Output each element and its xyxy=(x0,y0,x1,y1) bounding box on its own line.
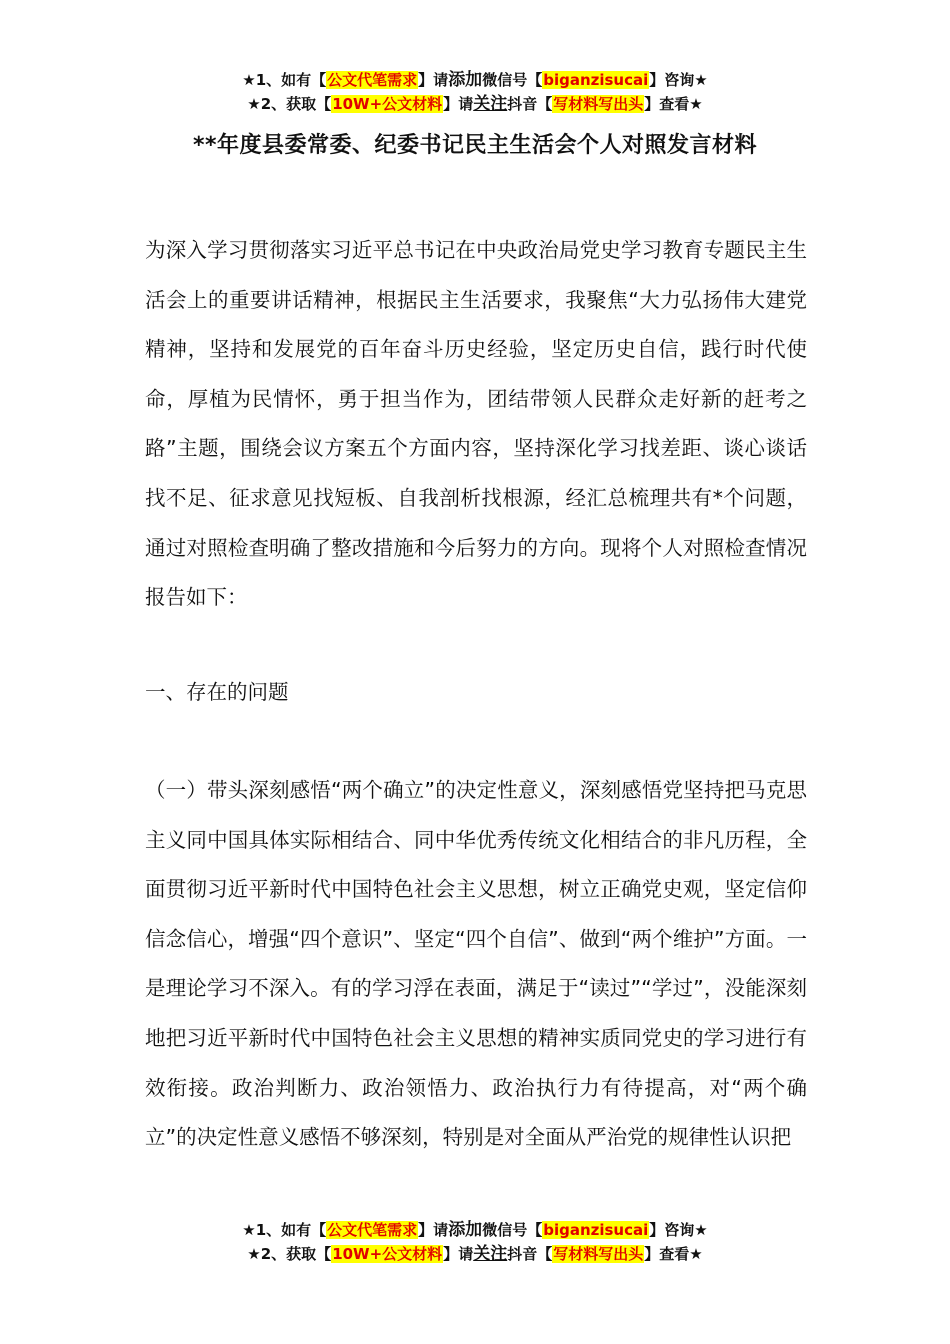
section-heading: 一、存在的问题 xyxy=(145,680,289,704)
highlight-materials: 10W+公文材料 xyxy=(332,95,443,113)
highlight-douyin: 写材料写出头 xyxy=(553,1245,644,1263)
highlight-ghostwriting: 公文代笔需求 xyxy=(327,1221,418,1239)
highlight-wechat-id: biganzisucai xyxy=(543,1221,649,1239)
intro-paragraph: 为深入学习贯彻落实习近平总书记在中央政治局党史学习教育专题民主生活会上的重要讲话精神，根据民主生活要求，我聚焦“大力弘扬伟大建党精神，坚持和发展党的百年奋斗历史经验，坚定历史自信，践行时代使命，厚植为民情怀，勇于担当作为，团结带领人民群众走好新的赶考之路”主题，围绕会议方案五个方面内容，坚持深化学习找差距、谈心谈话找不足、征求意见找短板、自我剖析找根源，经汇总梳理共有*个问题，通过对照检查明确了整改措施和今后努力的方向。现将个人对照检查情况报告如下： xyxy=(145,238,807,610)
highlight-ghostwriting: 公文代笔需求 xyxy=(327,71,418,89)
document-title: **年度县委常委、纪委书记民主生活会个人对照发言材料 xyxy=(192,133,757,158)
highlight-douyin: 写材料写出头 xyxy=(553,95,644,113)
promo-banner-top xyxy=(0,68,950,116)
promo-line-1: ★1、如有【公文代笔需求】请添加微信号【biganzisucai】咨询★ xyxy=(242,70,708,90)
promo-line-1: ★1、如有【公文代笔需求】请添加微信号【biganzisucai】咨询★ xyxy=(242,1220,708,1240)
highlight-materials: 10W+公文材料 xyxy=(332,1245,443,1263)
promo-banner-bottom xyxy=(0,1218,950,1266)
promo-line-2: ★2、获取【10W+公文材料】请关注抖音【写材料写出头】查看★ xyxy=(247,94,703,114)
highlight-wechat-id: biganzisucai xyxy=(543,71,649,89)
section-paragraph: （一）带头深刻感悟“两个确立”的决定性意义，深刻感悟党坚持把马克思主义同中国具体实际相结合、同中华优秀传统文化相结合的非凡历程，全面贯彻习近平新时代中国特色社会主义思想，树立正确党史观，坚定信仰信念信心，增强“四个意识”、坚定“四个自信”、做到“两个维护”方面。一是理论学习不深入。有的学习浮在表面，满足于“读过”“学过”，没能深刻地把习近平新时代中国特色社会主义思想的精神实质同党史的学习进行有效衔接。政治判断力、政治领悟力、政治执行力有待提高，对“两个确立”的决定性意义感悟不够深刻，特别是对全面从严治党的规律性认识把 xyxy=(145,778,807,1150)
promo-line-2: ★2、获取【10W+公文材料】请关注抖音【写材料写出头】查看★ xyxy=(247,1244,703,1264)
